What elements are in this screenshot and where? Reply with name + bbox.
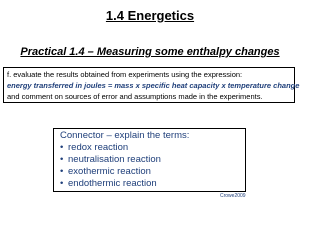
list-item-text: exothermic reaction <box>68 166 151 177</box>
list-item <box>60 154 239 166</box>
connector-box <box>53 128 246 192</box>
bullet-icon: • <box>60 166 64 177</box>
credit-text: Crowe2009 <box>220 193 246 199</box>
bullet-icon: • <box>60 142 64 153</box>
list-item <box>60 178 239 190</box>
task-line-1: f. evaluate the results obtained from experiments using the expression: <box>7 70 243 79</box>
task-expression: energy transferred in joules = mass x specific heat capacity x temperature change <box>7 81 300 90</box>
connector-list <box>60 142 239 190</box>
slide-title: 1.4 Energetics <box>105 8 195 23</box>
list-item-text: endothermic reaction <box>68 178 157 189</box>
list-item <box>60 166 239 178</box>
bullet-icon: • <box>60 178 64 189</box>
slide-subtitle: Practical 1.4 – Measuring some enthalpy changes <box>20 46 280 58</box>
task-box <box>3 67 300 103</box>
bullet-icon: • <box>60 154 64 165</box>
list-item-text: neutralisation reaction <box>68 154 161 165</box>
connector-title: Connector – explain the terms: <box>60 130 190 141</box>
list-item <box>60 142 239 154</box>
task-line-3: and comment on sources of error and assumptions made in the experiments. <box>7 92 263 101</box>
list-item-text: redox reaction <box>68 142 129 153</box>
